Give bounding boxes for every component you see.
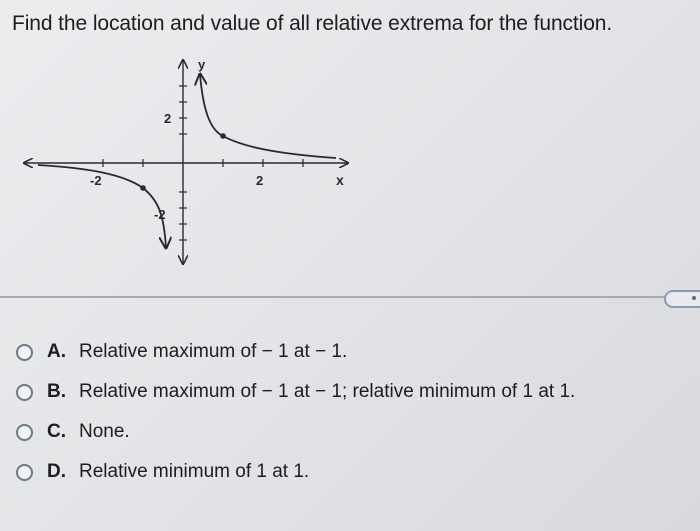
answer-options — [16, 332, 575, 492]
option-b[interactable] — [16, 372, 575, 412]
x-tick-label-2: 2 — [256, 173, 264, 188]
option-letter: A. — [47, 341, 66, 362]
point-marker-right — [220, 133, 226, 139]
radio-button[interactable] — [16, 384, 33, 401]
option-letter: B. — [47, 381, 66, 402]
question-text: Find the location and value of all relative extrema for the function. — [12, 12, 613, 35]
x-axis-label: x — [336, 172, 344, 188]
option-d[interactable] — [16, 452, 575, 492]
option-letter: C. — [47, 421, 66, 442]
expand-tab[interactable] — [664, 290, 700, 308]
radio-button[interactable] — [16, 464, 33, 481]
option-text: None. — [79, 421, 130, 442]
option-text: Relative maximum of − 1 at − 1. — [79, 341, 348, 362]
x-tick-label-neg2: -2 — [90, 173, 102, 188]
option-letter: D. — [47, 461, 66, 482]
curve-right-branch — [200, 74, 336, 158]
section-divider — [0, 296, 672, 298]
option-text: Relative maximum of − 1 at − 1; relative minimum of 1 at 1. — [79, 381, 576, 402]
point-marker-left — [140, 185, 146, 191]
option-a[interactable] — [16, 332, 575, 372]
radio-button[interactable] — [16, 424, 33, 441]
y-tick-label-2: 2 — [164, 111, 172, 126]
radio-button[interactable] — [16, 344, 33, 361]
y-tick-label-neg2: -2 — [154, 207, 166, 222]
dot-icon — [692, 296, 696, 300]
curve-left-branch — [38, 165, 166, 248]
function-graph — [18, 52, 358, 274]
option-text: Relative minimum of 1 at 1. — [79, 461, 310, 482]
y-axis-label: y — [198, 57, 206, 72]
option-c[interactable] — [16, 412, 575, 452]
